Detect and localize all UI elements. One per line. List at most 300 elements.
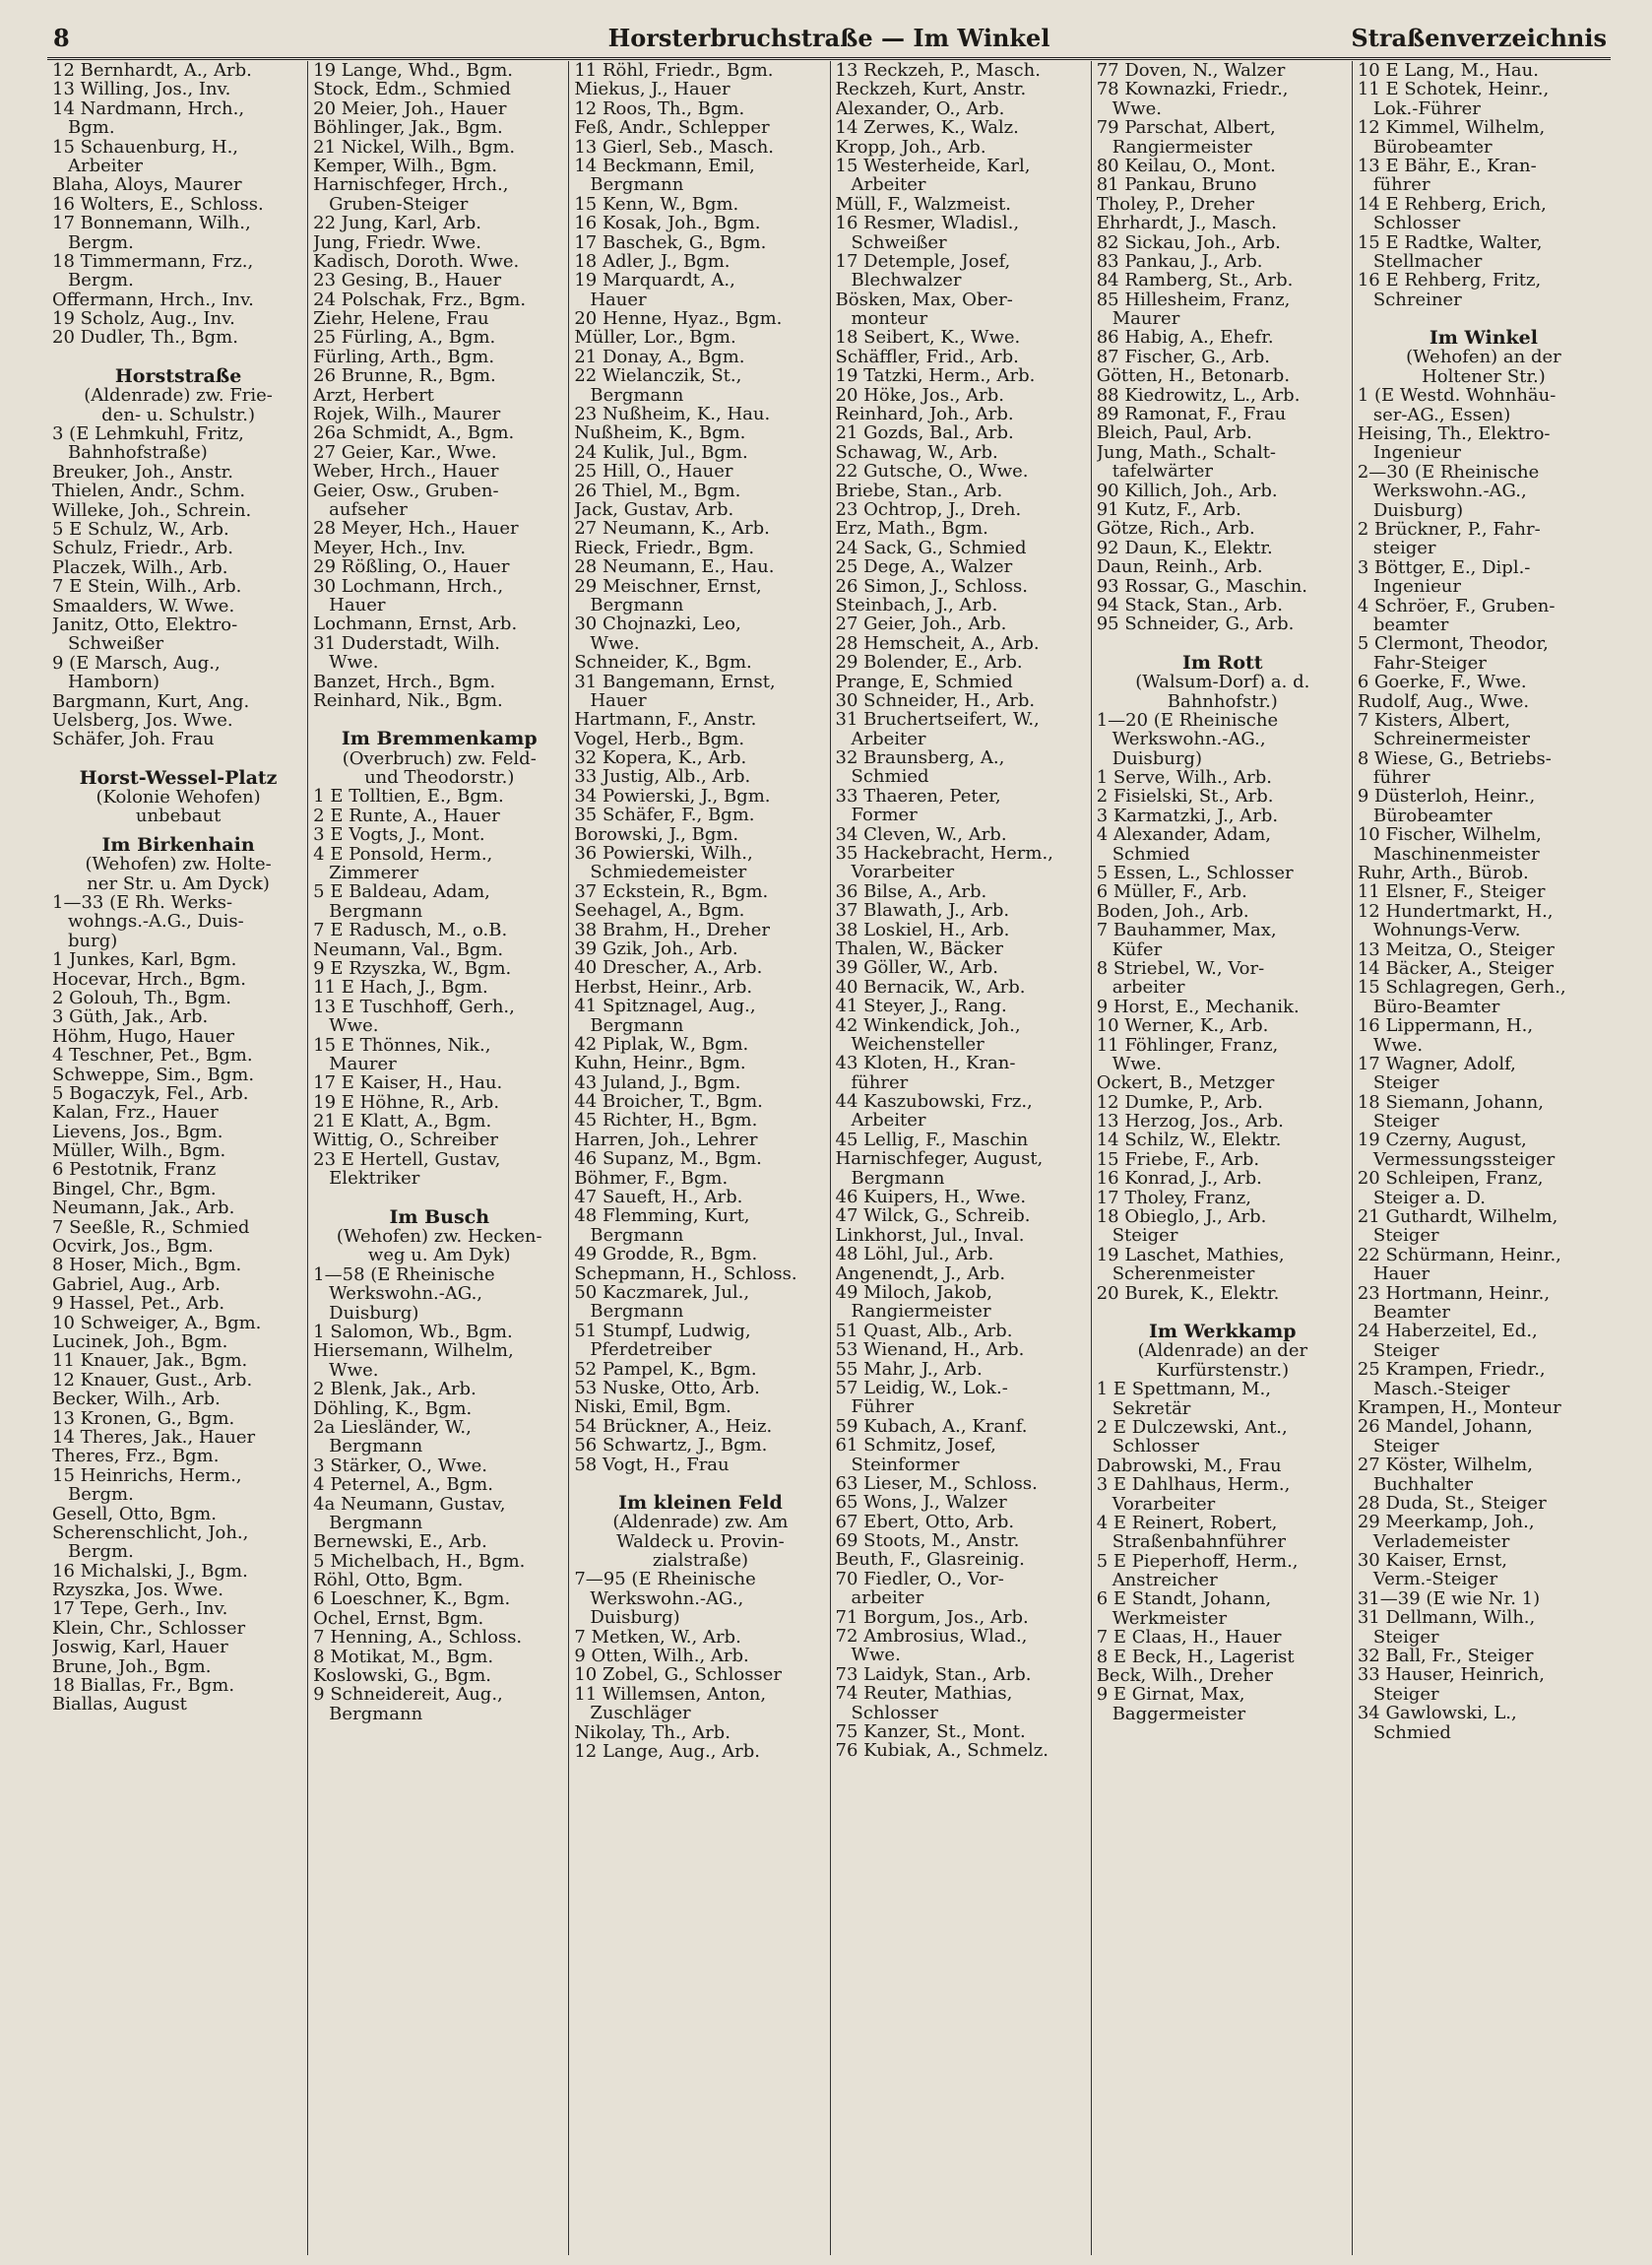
directory-entry: 12 Roos, Th., Bgm.: [574, 98, 745, 119]
directory-entry: 2 Fisielski, St., Arb.: [1096, 787, 1274, 807]
directory-entry: 41 Spitznagel, Aug.,: [574, 997, 756, 1016]
street-heading: Im Busch: [389, 1207, 490, 1228]
spacer: [1097, 644, 1349, 654]
directory-entry: 20 Höke, Jos., Arb.: [835, 385, 1004, 406]
directory-entry: (Aldenrade) an der: [1137, 1341, 1308, 1361]
directory-entry: 73 Laidyk, Stan., Arb.: [835, 1664, 1032, 1685]
directory-entry: 25 Hill, O., Hauer: [574, 462, 733, 482]
directory-entry: Werkswohn.-AG.,: [590, 1588, 744, 1609]
spacer: [1358, 319, 1610, 329]
directory-entry: Ruhr, Arth., Bürob.: [1357, 864, 1529, 883]
directory-entry: 11 Willemsen, Anton,: [574, 1684, 767, 1705]
directory-entry: Schweißer: [851, 232, 947, 252]
directory-entry: 2—30 (E Rheinische: [1357, 462, 1540, 483]
directory-entry: Schlosser: [1372, 214, 1461, 233]
directory-entry: 13 Meitza, O., Steiger: [1357, 939, 1555, 959]
directory-entry: 21 Gozds, Bal., Arb.: [835, 423, 1014, 443]
directory-entry: 48 Flemming, Kurt,: [574, 1206, 750, 1226]
directory-entry: (Wehofen) zw. Holte-: [85, 855, 272, 874]
directory-entry: 28 Duda, St., Steiger: [1357, 1493, 1547, 1514]
directory-entry: 30 Chojnazki, Leo,: [574, 615, 741, 634]
directory-entry: Bergmann: [851, 1168, 945, 1189]
directory-entry: Reckzeh, Kurt, Anstr.: [835, 80, 1027, 99]
directory-entry: Gabriel, Aug., Arb.: [52, 1274, 221, 1295]
directory-entry: Bergm.: [68, 271, 134, 291]
directory-entry: 16 Lippermann, H.,: [1357, 1016, 1534, 1036]
directory-entry: 6 E Standt, Johann,: [1096, 1589, 1272, 1609]
street-heading: Im Birkenhain: [101, 835, 255, 856]
directory-entry: 92 Daun, K., Elektr.: [1096, 538, 1273, 558]
directory-entry: Steiger: [1372, 1340, 1439, 1361]
street-heading: Horst-Wessel-Platz: [79, 768, 278, 789]
directory-entry: 42 Piplak, W., Bgm.: [574, 1034, 749, 1055]
directory-entry: (Wehofen) an der: [1406, 348, 1561, 367]
directory-entry: Placzek, Wilh., Arb.: [52, 557, 228, 578]
directory-entry: 14 Schilz, W., Elektr.: [1096, 1131, 1282, 1150]
directory-entry: Ingenieur: [1372, 443, 1461, 463]
directory-entry: Werkswohn.-AG.,: [329, 1284, 483, 1304]
directory-entry: Thalen, W., Bäcker: [835, 938, 1004, 959]
directory-entry: 37 Eckstein, R., Bgm.: [574, 881, 769, 902]
directory-entry: 53 Nuske, Otto, Arb.: [574, 1378, 760, 1398]
directory-entry: Schneider, K., Bgm.: [574, 653, 752, 673]
directory-entry: 12 Lange, Aug., Arb.: [574, 1741, 760, 1762]
directory-entry: 33 Justig, Alb., Arb.: [574, 767, 751, 787]
directory-entry: Hauer: [590, 290, 647, 310]
directory-entry: 9 (E Marsch, Aug.,: [52, 653, 221, 674]
directory-entry: 33 Hauser, Heinrich,: [1357, 1665, 1545, 1685]
directory-entry: Hiersemann, Wilhelm,: [313, 1341, 514, 1361]
directory-entry: 9 Otten, Wilh., Arb.: [574, 1647, 749, 1666]
directory-entry: Arbeiter: [851, 729, 926, 749]
directory-entry: 44 Broicher, T., Bgm.: [574, 1092, 763, 1112]
directory-entry: 14 Bäcker, A., Steiger: [1357, 958, 1555, 979]
directory-entry: 1—58 (E Rheinische: [313, 1264, 495, 1285]
directory-entry: Verlademeister: [1372, 1531, 1510, 1552]
directory-entry: 40 Drescher, A., Arb.: [574, 958, 763, 978]
directory-entry: Hauer: [1372, 1264, 1430, 1284]
directory-entry: Götze, Rich., Arb.: [1096, 519, 1255, 539]
directory-entry: Schreinermeister: [1372, 730, 1530, 749]
directory-entry: Fahr-Steiger: [1372, 653, 1487, 674]
directory-entry: 2 Brückner, P., Fahr-: [1357, 519, 1541, 540]
directory-entry: 19 Lange, Whd., Bgm.: [313, 61, 514, 81]
directory-entry: 26 Mandel, Johann,: [1357, 1417, 1533, 1437]
directory-entry: 8 E Beck, H., Lagerist: [1096, 1647, 1295, 1667]
directory-entry: 37 Blawath, J., Arb.: [835, 901, 1010, 921]
directory-entry: Wwe.: [1112, 98, 1162, 119]
directory-entry: Werkmeister: [1112, 1608, 1228, 1629]
directory-entry: 8 Striebel, W., Vor-: [1096, 958, 1265, 979]
street-heading: Im Rott: [1181, 653, 1263, 674]
directory-entry: 9 Schneidereit, Aug.,: [313, 1685, 503, 1705]
directory-entry: 14 Theres, Jak., Hauer: [52, 1427, 256, 1448]
directory-entry: Banzet, Hrch., Bgm.: [313, 672, 496, 691]
directory-entry: Schmied: [1372, 1722, 1451, 1742]
directory-entry: Bergmann: [590, 175, 684, 195]
directory-entry: Jack, Gustav, Arb.: [574, 499, 734, 520]
directory-entry: Prange, E, Schmied: [835, 672, 1013, 691]
directory-entry: 29 Rößling, O., Hauer: [313, 557, 510, 577]
directory-entry: 6 Loeschner, K., Bgm.: [313, 1589, 511, 1609]
directory-entry: 14 Beckmann, Emil,: [574, 156, 755, 176]
directory-entry: 17 Bonnemann, Wilh.,: [52, 214, 251, 233]
directory-entry: 51 Quast, Alb., Arb.: [835, 1321, 1013, 1341]
directory-entry: Seehagel, A., Bgm.: [574, 901, 745, 921]
directory-entry: Reinhard, Nik., Bgm.: [313, 690, 503, 711]
directory-entry: (Overbruch) zw. Feld-: [342, 748, 537, 769]
directory-entry: Schmiedemeister: [590, 863, 747, 882]
directory-entry: 7 E Radusch, M., o.B.: [313, 921, 508, 940]
directory-entry: Kurfürstenstr.): [1156, 1360, 1290, 1381]
directory-entry: Bürobeamter: [1372, 806, 1493, 826]
directory-entry: 14 Zerwes, K., Walz.: [835, 118, 1019, 138]
directory-entry: 75 Kanzer, St., Mont.: [835, 1721, 1026, 1742]
directory-entry: Müll, F., Walzmeist.: [835, 194, 1011, 215]
directory-entry: 9 E Girnat, Max,: [1096, 1685, 1245, 1705]
directory-entry: Tholey, P., Dreher: [1096, 194, 1254, 215]
directory-entry: 23 Hortmann, Heinr.,: [1357, 1283, 1551, 1303]
directory-entry: 17 Wagner, Adolf,: [1357, 1054, 1516, 1074]
directory-entry: Kalan, Frz., Hauer: [52, 1103, 219, 1123]
directory-entry: 15 Schlagregen, Gerh.,: [1357, 978, 1566, 998]
directory-entry: Bergmann: [329, 1704, 423, 1724]
directory-entry: 17 Baschek, G., Bgm.: [574, 232, 767, 252]
directory-entry: Ehrhardt, J., Masch.: [1096, 214, 1277, 233]
directory-entry: Blaha, Aloys, Maurer: [52, 175, 242, 195]
directory-entry: Rojek, Wilh., Maurer: [313, 405, 501, 424]
street-heading: Im Bremmenkamp: [341, 730, 538, 749]
directory-entry: 15 Kenn, W., Bgm.: [574, 194, 739, 215]
directory-entry: 12 Bernhardt, A., Arb.: [52, 61, 252, 81]
directory-entry: wohngs.-A.G., Duis-: [68, 912, 244, 932]
directory-entry: Duisburg): [590, 1608, 680, 1628]
directory-entry: aufseher: [329, 499, 408, 520]
directory-entry: 24 Polschak, Frz., Bgm.: [313, 290, 527, 310]
directory-entry: Harnischfeger, Hrch.,: [313, 175, 509, 195]
directory-entry: Duisburg): [329, 1303, 419, 1323]
directory-entry: Arbeiter: [68, 156, 144, 176]
directory-entry: 2 Blenk, Jak., Arb.: [313, 1380, 477, 1399]
directory-entry: 20 Schleipen, Franz,: [1357, 1169, 1544, 1189]
directory-entry: 9 Hassel, Pet., Arb.: [52, 1294, 225, 1314]
directory-entry: Hauer: [590, 690, 647, 711]
directory-entry: Meyer, Hch., Inv.: [313, 538, 467, 558]
directory-entry: Herbst, Heinr., Arb.: [574, 977, 753, 998]
column-1: [47, 61, 308, 2255]
directory-entry: 16 Michalski, J., Bgm.: [52, 1561, 248, 1582]
directory-entry: 65 Wons, J., Walzer: [835, 1493, 1007, 1513]
directory-entry: 23 E Hertell, Gustav,: [313, 1149, 501, 1170]
directory-entry: Kemper, Wilh., Bgm.: [313, 156, 498, 176]
directory-entry: 8 Motikat, M., Bgm.: [313, 1647, 494, 1667]
directory-entry: 13 E Tuschhoff, Gerh.,: [313, 997, 515, 1017]
directory-entry: Waldeck u. Provin-: [616, 1531, 785, 1552]
directory-entry: 13 Kronen, G., Bgm.: [52, 1408, 235, 1428]
spacer: [1097, 634, 1349, 644]
directory-entry: 78 Kownazki, Friedr.,: [1096, 80, 1289, 99]
directory-entry: 91 Kutz, F., Arb.: [1096, 499, 1241, 520]
directory-entry: Zimmerer: [329, 864, 419, 883]
directory-entry: 7 Seeßle, R., Schmied: [52, 1217, 250, 1238]
directory-entry: 70 Fiedler, O., Vor-: [835, 1569, 1004, 1589]
directory-entry: 15 E Thönnes, Nik.,: [313, 1035, 491, 1055]
directory-entry: Steiger: [1372, 1627, 1439, 1648]
directory-entry: Fürling, Arth., Bgm.: [313, 347, 495, 367]
directory-entry: Duisburg): [1112, 748, 1202, 769]
directory-entry: 32 Kopera, K., Arb.: [574, 748, 747, 768]
directory-entry: Ochel, Ernst, Bgm.: [313, 1608, 484, 1629]
directory-entry: Hocevar, Hrch., Bgm.: [52, 969, 246, 989]
directory-entry: Bergm.: [68, 1542, 134, 1562]
directory-entry: 61 Schmitz, Josef,: [835, 1436, 996, 1456]
directory-entry: 54 Brückner, A., Heiz.: [574, 1416, 773, 1437]
spacer: [313, 710, 565, 720]
directory-entry: Bösken, Max, Ober-: [835, 290, 1013, 310]
directory-entry: 86 Habig, A., Ehefr.: [1096, 328, 1274, 348]
directory-entry: Janitz, Otto, Elektro-: [52, 615, 238, 635]
directory-entry: Kuhn, Heinr., Bgm.: [574, 1054, 746, 1073]
directory-entry: 25 Dege, A., Walzer: [835, 557, 1013, 577]
directory-entry: Maurer: [1112, 309, 1180, 329]
directory-entry: Alexander, O., Arb.: [835, 98, 1005, 119]
directory-entry: Bergmann: [329, 1437, 423, 1456]
directory-entry: 88 Kiedrowitz, L., Arb.: [1096, 385, 1301, 406]
directory-entry: Koslowski, G., Bgm.: [313, 1666, 491, 1686]
directory-entry: Bergmann: [329, 901, 423, 922]
directory-entry: 51 Stumpf, Ludwig,: [574, 1321, 751, 1341]
directory-entry: Müller, Lor., Bgm.: [574, 328, 736, 348]
directory-entry: Joswig, Karl, Hauer: [52, 1638, 228, 1657]
directory-entry: Steiger: [1372, 1436, 1439, 1456]
directory-entry: Schawag, W., Arb.: [835, 442, 998, 463]
directory-entry: 3 Stärker, O., Wwe.: [313, 1456, 488, 1476]
spacer: [574, 1474, 826, 1484]
street-heading: Horststraße: [114, 366, 242, 387]
directory-entry: Briebe, Stan., Arb.: [835, 481, 1003, 500]
directory-entry: 4 Schröer, F., Gruben-: [1357, 596, 1556, 615]
directory-entry: Steiger: [1372, 1112, 1439, 1132]
directory-entry: 16 E Rehberg, Fritz,: [1357, 271, 1542, 291]
directory-entry: 40 Bernacik, W., Arb.: [835, 977, 1026, 998]
directory-entry: 55 Mahr, J., Arb.: [835, 1359, 983, 1379]
directory-entry: Niski, Emil, Bgm.: [574, 1397, 731, 1417]
directory-entry: 27 Köster, Wilhelm,: [1357, 1456, 1533, 1475]
directory-entry: 26 Brunne, R., Bgm.: [313, 366, 496, 386]
directory-entry: 11 Elsner, F., Steiger: [1357, 882, 1546, 902]
directory-entry: Küfer: [1112, 939, 1163, 959]
directory-entry: 5 E Schulz, W., Arb.: [52, 519, 229, 540]
directory-entry: 24 Haberzeitel, Ed.,: [1357, 1322, 1538, 1341]
directory-entry: 57 Leidig, W., Lok.-: [835, 1378, 1008, 1398]
directory-entry: 19 Laschet, Mathies,: [1096, 1245, 1285, 1265]
directory-entry: 23 Nußheim, K., Hau.: [574, 405, 771, 424]
directory-entry: Wwe.: [329, 1360, 379, 1381]
directory-entry: 69 Stoots, M., Anstr.: [835, 1531, 1020, 1551]
directory-entry: 26 Thiel, M., Bgm.: [574, 481, 741, 500]
directory-entry: Böhlinger, Jak., Bgm.: [313, 118, 503, 138]
spacer: [313, 720, 565, 730]
directory-entry: 23 Gesing, B., Hauer: [313, 271, 502, 291]
directory-entry: Wittig, O., Schreiber: [313, 1131, 498, 1150]
directory-entry: Bergmann: [590, 1015, 684, 1035]
directory-entry: Stellmacher: [1372, 251, 1483, 272]
directory-entry: Schweppe, Sim., Bgm.: [52, 1065, 255, 1084]
directory-entry: Röhl, Otto, Bgm.: [313, 1571, 464, 1590]
directory-entry: 93 Rossar, G., Maschin.: [1096, 576, 1308, 596]
directory-entry: Bergm.: [68, 1485, 134, 1505]
directory-entry: Schlosser: [851, 1703, 938, 1722]
directory-entry: 13 E Bähr, E., Kran-: [1357, 156, 1537, 176]
section-title: Straßenverzeichnis: [1351, 24, 1607, 52]
directory-entry: 15 Friebe, F., Arb.: [1096, 1149, 1260, 1170]
directory-entry: Bahnhofstr.): [1167, 691, 1278, 711]
directory-entry: führer: [1372, 175, 1430, 195]
directory-entry: 45 Lellig, F., Maschin: [835, 1130, 1029, 1150]
directory-entry: Neumann, Val., Bgm.: [313, 939, 504, 959]
directory-entry: 5 E Pieperhoff, Herm.,: [1096, 1551, 1299, 1572]
directory-entry: Schmied: [1112, 844, 1190, 865]
directory-entry: 87 Fischer, G., Arb.: [1096, 347, 1270, 367]
directory-entry: 1 (E Westd. Wohnhäu-: [1357, 386, 1557, 406]
directory-entry: 38 Loskiel, H., Arb.: [835, 920, 1010, 939]
directory-entry: tafelwärter: [1112, 462, 1213, 482]
directory-entry: 3 Güth, Jak., Arb.: [52, 1007, 209, 1027]
directory-entry: arbeiter: [1112, 978, 1185, 998]
directory-entry: 2a Liesländer, W.,: [313, 1417, 472, 1438]
directory-entry: 12 Dumke, P., Arb.: [1096, 1092, 1263, 1113]
directory-entry: 7—95 (E Rheinische: [574, 1570, 756, 1589]
directory-entry: Neumann, Jak., Arb.: [52, 1198, 235, 1218]
directory-entry: Hauer: [329, 595, 386, 615]
directory-entry: 16 Wolters, E., Schloss.: [52, 194, 264, 215]
directory-entry: Miekus, J., Hauer: [574, 80, 731, 99]
directory-entry: beamter: [1372, 615, 1449, 635]
directory-entry: Bergmann: [590, 385, 684, 406]
directory-entry: 26a Schmidt, A., Bgm.: [313, 423, 515, 443]
directory-entry: Arbeiter: [851, 175, 926, 195]
directory-entry: 67 Ebert, Otto, Arb.: [835, 1512, 1015, 1532]
directory-entry: 18 Siemann, Johann,: [1357, 1092, 1544, 1113]
directory-entry: 11 Föhlinger, Franz,: [1096, 1035, 1279, 1055]
directory-entry: 34 Gawlowski, L.,: [1357, 1704, 1517, 1723]
directory-entry: Harren, Joh., Lehrer: [574, 1130, 758, 1150]
directory-entry: Breuker, Joh., Anstr.: [52, 462, 233, 483]
directory-entry: Bergmann: [329, 1513, 423, 1533]
directory-entry: 38 Brahm, H., Dreher: [574, 920, 771, 939]
directory-columns: [47, 61, 1613, 2255]
directory-entry: 22 Wielanczik, St.,: [574, 366, 742, 386]
directory-entry: 2 E Runte, A., Hauer: [313, 806, 500, 826]
directory-entry: 17 E Kaiser, H., Hau.: [313, 1073, 503, 1093]
directory-entry: 3 E Dahlhaus, Herm.,: [1096, 1475, 1291, 1495]
directory-entry: Ocvirk, Jos., Bgm.: [52, 1237, 214, 1257]
directory-entry: 32 Ball, Fr., Steiger: [1357, 1647, 1534, 1666]
directory-entry: 36 Bilse, A., Arb.: [835, 881, 987, 902]
directory-entry: 15 Heinrichs, Herm.,: [52, 1465, 242, 1486]
directory-entry: 46 Kuipers, H., Wwe.: [835, 1188, 1027, 1207]
directory-entry: 29 Bolender, E., Arb.: [835, 653, 1023, 673]
spacer: [52, 357, 304, 367]
directory-entry: Heising, Th., Elektro-: [1357, 424, 1551, 444]
directory-entry: 1—20 (E Rheinische: [1096, 710, 1279, 731]
directory-entry: 42 Winkendick, Joh.,: [835, 1015, 1021, 1035]
spacer: [1358, 309, 1610, 319]
directory-entry: 13 Reckzeh, P., Masch.: [835, 61, 1041, 81]
directory-entry: Bargmann, Kurt, Ang.: [52, 691, 250, 711]
directory-entry: 41 Steyer, J., Rang.: [835, 997, 1007, 1016]
directory-entry: 35 Schäfer, F., Bgm.: [574, 806, 755, 825]
directory-entry: Werkswohn.-AG.,: [1112, 730, 1266, 749]
directory-entry: Stock, Edm., Schmied: [313, 80, 511, 99]
directory-entry: 5 Bogaczyk, Fel., Arb.: [52, 1083, 249, 1104]
directory-entry: 34 Cleven, W., Arb.: [835, 824, 1007, 845]
directory-entry: Wwe.: [1372, 1035, 1424, 1055]
directory-entry: 16 Konrad, J., Arb.: [1096, 1169, 1262, 1189]
directory-entry: 10 E Lang, M., Hau.: [1357, 61, 1539, 81]
directory-entry: 4 E Reinert, Robert,: [1096, 1513, 1278, 1533]
directory-entry: Uelsberg, Jos. Wwe.: [52, 710, 233, 731]
directory-entry: (Aldenrade) zw. Frie-: [84, 386, 273, 406]
directory-entry: Nikolay, Th., Arb.: [574, 1722, 731, 1742]
directory-entry: 43 Juland, J., Bgm.: [574, 1072, 741, 1093]
directory-entry: 10 Fischer, Wilhelm,: [1357, 825, 1542, 845]
directory-entry: (Wehofen) zw. Hecken-: [336, 1227, 542, 1247]
directory-entry: den- u. Schulstr.): [101, 405, 255, 425]
directory-entry: 11 Röhl, Friedr., Bgm.: [574, 61, 774, 81]
directory-entry: Arzt, Herbert: [313, 385, 434, 406]
spacer: [52, 826, 304, 836]
directory-entry: 3 Böttger, E., Dipl.-: [1357, 557, 1531, 578]
directory-entry: 36 Powierski, Wilh.,: [574, 844, 753, 864]
directory-entry: Ziehr, Helene, Frau: [313, 309, 489, 329]
directory-entry: Schweißer: [68, 634, 164, 654]
directory-entry: 20 Dudler, Th., Bgm.: [52, 328, 238, 348]
directory-entry: 25 Fürling, A., Bgm.: [313, 328, 496, 348]
directory-entry: Straßenbahnführer: [1112, 1532, 1287, 1552]
directory-entry: ser-AG., Essen): [1372, 405, 1511, 425]
directory-entry: Steiger: [1112, 1226, 1178, 1246]
directory-entry: Baggermeister: [1112, 1704, 1246, 1724]
directory-entry: 77 Doven, N., Walzer: [1096, 61, 1286, 81]
directory-entry: Rieck, Friedr., Bgm.: [574, 538, 755, 558]
directory-entry: 15 Westerheide, Karl,: [835, 156, 1031, 176]
directory-entry: 79 Parschat, Albert,: [1096, 118, 1276, 138]
directory-entry: 39 Göller, W., Arb.: [835, 958, 998, 978]
directory-entry: 30 Kaiser, Ernst,: [1357, 1551, 1507, 1571]
spacer: [313, 1198, 565, 1208]
directory-entry: Schäfer, Joh. Frau: [52, 730, 215, 749]
directory-entry: Rzyszka, Jos. Wwe.: [52, 1581, 224, 1600]
directory-entry: 27 Geier, Joh., Arb.: [835, 615, 1007, 634]
directory-entry: 95 Schneider, G., Arb.: [1096, 615, 1295, 634]
directory-entry: 4 Teschner, Pet., Bgm.: [52, 1046, 253, 1066]
directory-entry: Gesell, Otto, Bgm.: [52, 1504, 217, 1523]
directory-entry: 12 Hundertmarkt, H.,: [1357, 901, 1554, 922]
directory-entry: Nußheim, K., Bgm.: [574, 423, 746, 443]
directory-entry: arbeiter: [851, 1588, 924, 1608]
directory-entry: Sekretär: [1112, 1398, 1191, 1418]
directory-entry: 3 (E Lehmkuhl, Fritz,: [52, 424, 244, 444]
column-2: [308, 61, 569, 2255]
directory-entry: 22 Gutsche, O., Wwe.: [835, 462, 1029, 482]
directory-entry: 1 Salomon, Wb., Bgm.: [313, 1323, 513, 1342]
directory-entry: Brune, Joh., Bgm.: [52, 1656, 212, 1677]
directory-entry: 18 Timmermann, Frz.,: [52, 251, 254, 272]
directory-entry: Feß, Andr., Schlepper: [574, 118, 770, 138]
directory-entry: Bingel, Chr., Bgm.: [52, 1179, 217, 1199]
directory-entry: 2 Golouh, Th., Bgm.: [52, 988, 231, 1008]
